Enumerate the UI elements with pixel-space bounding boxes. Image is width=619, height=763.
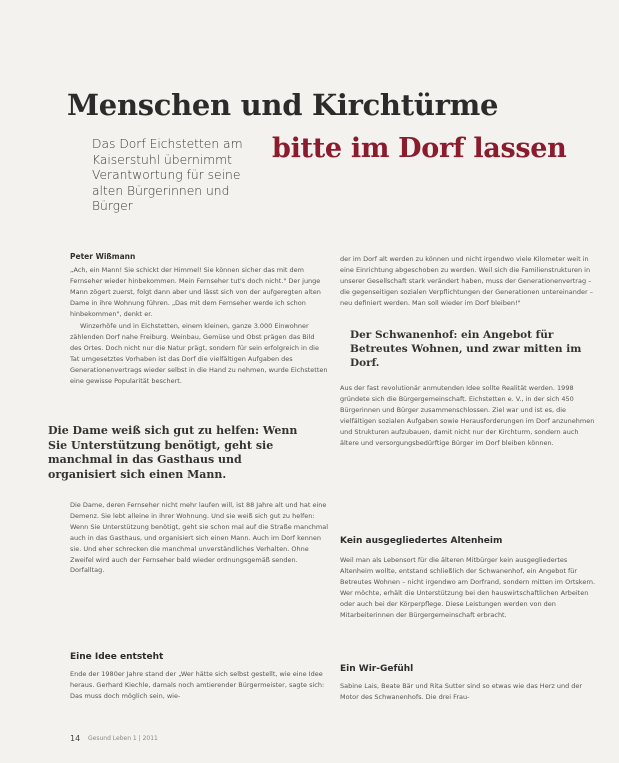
right-paragraph-4 [340, 681, 598, 703]
publication-name: Gesund Leben 1 | 2011 [88, 735, 158, 742]
left-paragraph-2 [70, 321, 328, 386]
headline-line1: Menschen und Kirchtürme [67, 88, 499, 122]
right-paragraph-2 [340, 383, 598, 448]
left-paragraph-4-text: Ende der 1980er Jahre stand der „Wer hätte sich selbst gestellt, wie eine Idee heraus. Gerhard Kiechle, damals noch amtierender Bürgermeister, sagte sich: Das muss doch möglich sein, wie- [70, 670, 325, 700]
page-number: 14 [70, 734, 81, 743]
author-name: Peter Wißmann [70, 252, 136, 261]
heading-kein-altenheim: Kein ausgegliedertes Altenheim [340, 536, 503, 546]
left-paragraph-3-text: Die Dame, deren Fernseher nicht mehr laufen will, ist 88 Jahre alt und hat eine Demenz. Sie lebt alleine in ihrer Wohnung. Und sie weiß sich gut zu helfen: Wenn Sie Unterstützung benötigt, geht sie schon mal auf die Straße manchmal auch in das Gasthaus, und organisiert sich einen Mann. Auch im Dorf kennen sie. Und eher schrecken die manchmal unverständliches Verhalten. Ohne Zweifel wird auch der Fernseher bald wieder ordnungsgemäß senden. Dorfalltag. [70, 501, 329, 575]
right-paragraph-4-text: Sabine Lais, Beate Bär und Rita Sutter sind so etwas wie das Herz und der Motor des Schwanenhofs. Die drei Frau- [340, 682, 583, 701]
intro-text: Das Dorf Eichstetten am Kaiserstuhl übernimmt Verantwortung für seine alten Bürgerinnen und Bürger [92, 137, 243, 213]
left-pullquote: Die Dame weiß sich gut zu helfen: Wenn Sie Unterstützung benötigt, geht sie manchmal in das Gasthaus und organisiert sich einen Mann. [48, 424, 298, 481]
right-paragraph-1 [340, 254, 598, 309]
right-pullquote: Der Schwanenhof: ein Angebot für Betreutes Wohnen, und zwar mitten im Dorf. [350, 329, 582, 369]
left-paragraph-3 [70, 500, 328, 576]
left-paragraph-2-text: Winzerhöfe und in Eichstetten, einem kleinen, ganze 3.000 Einwohner zählenden Dorf nahe Freiburg. Weinbau, Gemüse und Obst prägen das Bild des Ortes. Doch nicht nur die Natur prägt, sondern für sein erfolgreich in die Tat umgesetztes Vorhaben ist das Dorf die vielfältigen Aufgaben des Generationenvertrags wieder selbst in die Hand zu nehmen, wurde Eichstetten eine gewisse Popularität beschert. [70, 322, 328, 385]
left-paragraph-1-text: „Ach, ein Mann! Sie schickt der Himmel! Sie können sicher das mit dem Fernseher wieder hinbekommen. Mein Fernseher tut's doch nicht." Der junge Mann zögert zuerst, folgt dann aber und lässt sich von der aufgeregten alten Dame in ihre Wohnung führen. „Das mit dem Fernseher werde ich schon hinbekommen", denkt er. [70, 266, 321, 318]
left-paragraph-1 [70, 265, 328, 320]
left-paragraph-4 [70, 669, 328, 702]
heading-eine-idee: Eine Idee entsteht [70, 652, 164, 662]
right-paragraph-1-text: der im Dorf alt werden zu können und nicht irgendwo viele Kilometer weit in eine Einrichtung abgeschoben zu werden. Weil sich die Familienstrukturen in unserer Gesellschaft stark verändert haben, muss der Generationenvertrag – die gegenseitigen sozialen Verpflichtungen der Generationen untereinander – neu definiert werden. Man soll wieder im Dorf bleiben!" [340, 255, 593, 307]
right-paragraph-3 [340, 555, 598, 620]
heading-wir-gefuehl: Ein Wir-Gefühl [340, 664, 414, 674]
right-paragraph-3-text: Weil man als Lebensort für die älteren Mitbürger kein ausgegliedertes Altenheim wollte, entstand schließlich der Schwanenhof, ein Angebot für Betreutes Wohnen – nicht irgendwo am Dorfrand, sondern mitten im Ortskern. Wer möchte, erhält die Unterstützung bei den hauswirtschaftlichen Arbeiten oder auch bei der Körperpflege. Diese Leistungen werden von den Mitarbeiterinnen der Bürgergemeinschaft erbracht. [340, 556, 596, 619]
right-paragraph-2-text: Aus der fast revolutionär anmutenden Idee sollte Realität werden. 1998 gründete sich die Bürgergemeinschaft. Eichstetten e. V., in der sich 450 Bürgerinnen und Bürger zusammenschlossen. Ziel war und ist es, die vielfältigen sozialen Aufgaben sowie Herausforderungen im Dorf anzunehmen und Strukturen aufzubauen, damit nicht nur der Kirchturm, sondern auch ältere und versorgungsbedürftige Bürger im Dorf bleiben können. [340, 384, 595, 447]
headline-line2: bitte im Dorf lassen [272, 133, 567, 164]
